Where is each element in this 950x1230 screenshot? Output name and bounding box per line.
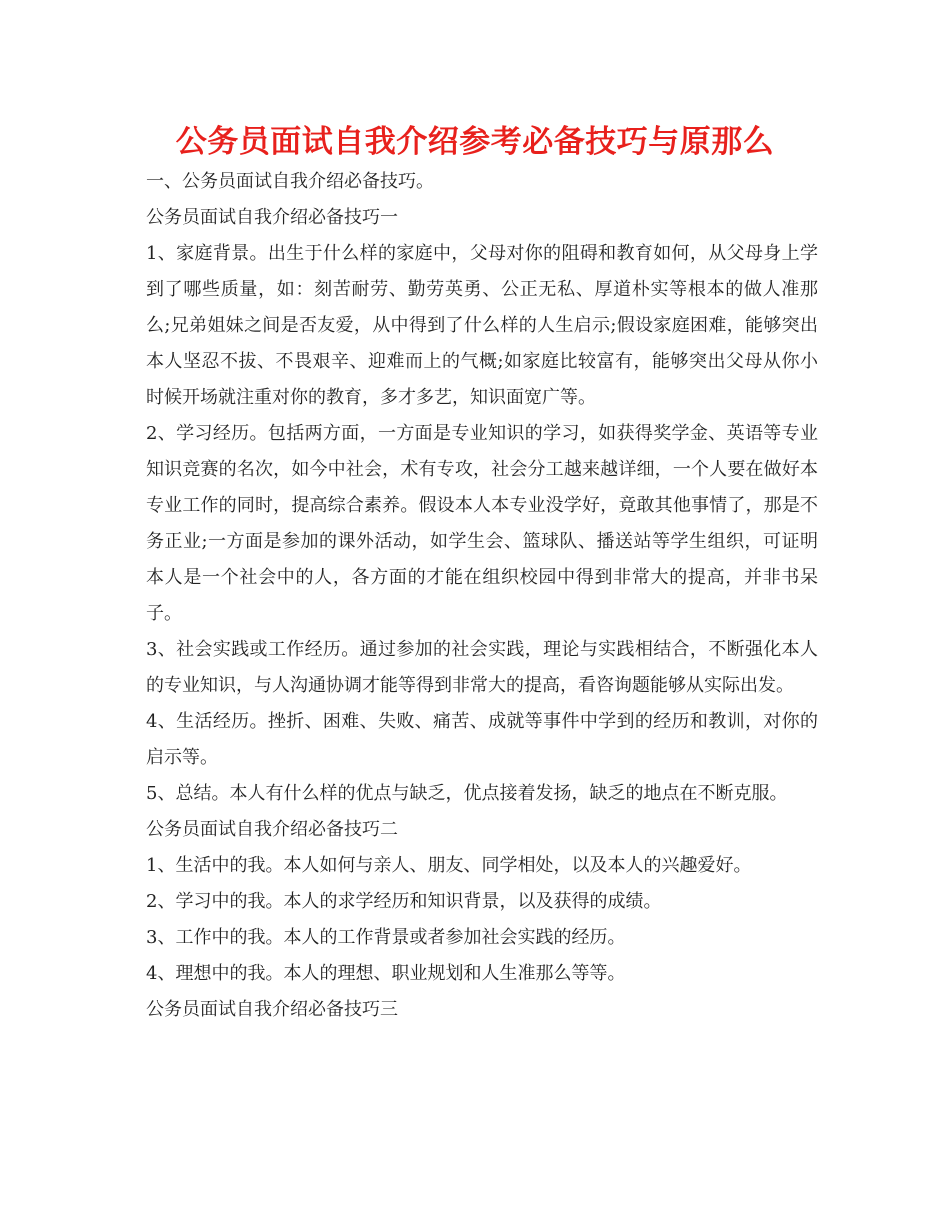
document-title: 公务员面试自我介绍参考必备技巧与原那么 (175, 124, 775, 160)
paragraph: 2、学习经历。包括两方面，一方面是专业知识的学习，如获得奖学金、英语等专业知识竞赛的名次，如今中社会，术有专攻，社会分工越来越详细，一个人要在做好本专业工作的同时，提高综合素养。假设本人本专业没学好，竟敢其他事情了，那是不务正业;一方面是参加的课外活动，如学生会、篮球队、播送站等学生组织，可证明本人是一个社会中的人，各方面的才能在组织校园中得到非常大的提高，并非书呆子。 (146, 423, 818, 624)
paragraph: 1、家庭背景。出生于什么样的家庭中，父母对你的阻碍和教育如何，从父母身上学到了哪些质量，如：刻苦耐劳、勤劳英勇、公正无私、厚道朴实等根本的做人准那么;兄弟姐妹之间是否友爱，从中得到了什么样的人生启示;假设家庭困难，能够突出本人坚忍不拔、不畏艰辛、迎难而上的气概;如家庭比较富有，能够突出父母从你小时候开场就注重对你的教育，多才多艺，知识面宽广等。 (146, 243, 818, 408)
subsection-heading: 公务员面试自我介绍必备技巧三 (146, 999, 398, 1020)
paragraph: 1、生活中的我。本人如何与亲人、朋友、同学相处，以及本人的兴趣爱好。 (146, 855, 752, 876)
paragraph: 5、总结。本人有什么样的优点与缺乏，优点接着发扬，缺乏的地点在不断克服。 (146, 783, 788, 804)
subsection-heading: 公务员面试自我介绍必备技巧一 (146, 207, 398, 228)
paragraph: 3、社会实践或工作经历。通过参加的社会实践，理论与实践相结合，不断强化本人的专业知识，与人沟通协调才能等得到非常大的提高，看咨询题能够从实际出发。 (146, 639, 818, 696)
paragraph: 3、工作中的我。本人的工作背景或者参加社会实践的经历。 (146, 927, 626, 948)
document-body (146, 164, 818, 1028)
subsection-heading: 公务员面试自我介绍必备技巧二 (146, 819, 398, 840)
paragraph: 4、理想中的我。本人的理想、职业规划和人生准那么等等。 (146, 963, 626, 984)
section-heading: 一、公务员面试自我介绍必备技巧。 (146, 171, 434, 192)
paragraph: 2、学习中的我。本人的求学经历和知识背景，以及获得的成绩。 (146, 891, 662, 912)
paragraph: 4、生活经历。挫折、困难、失败、痛苦、成就等事件中学到的经历和教训，对你的启示等。 (146, 711, 818, 768)
